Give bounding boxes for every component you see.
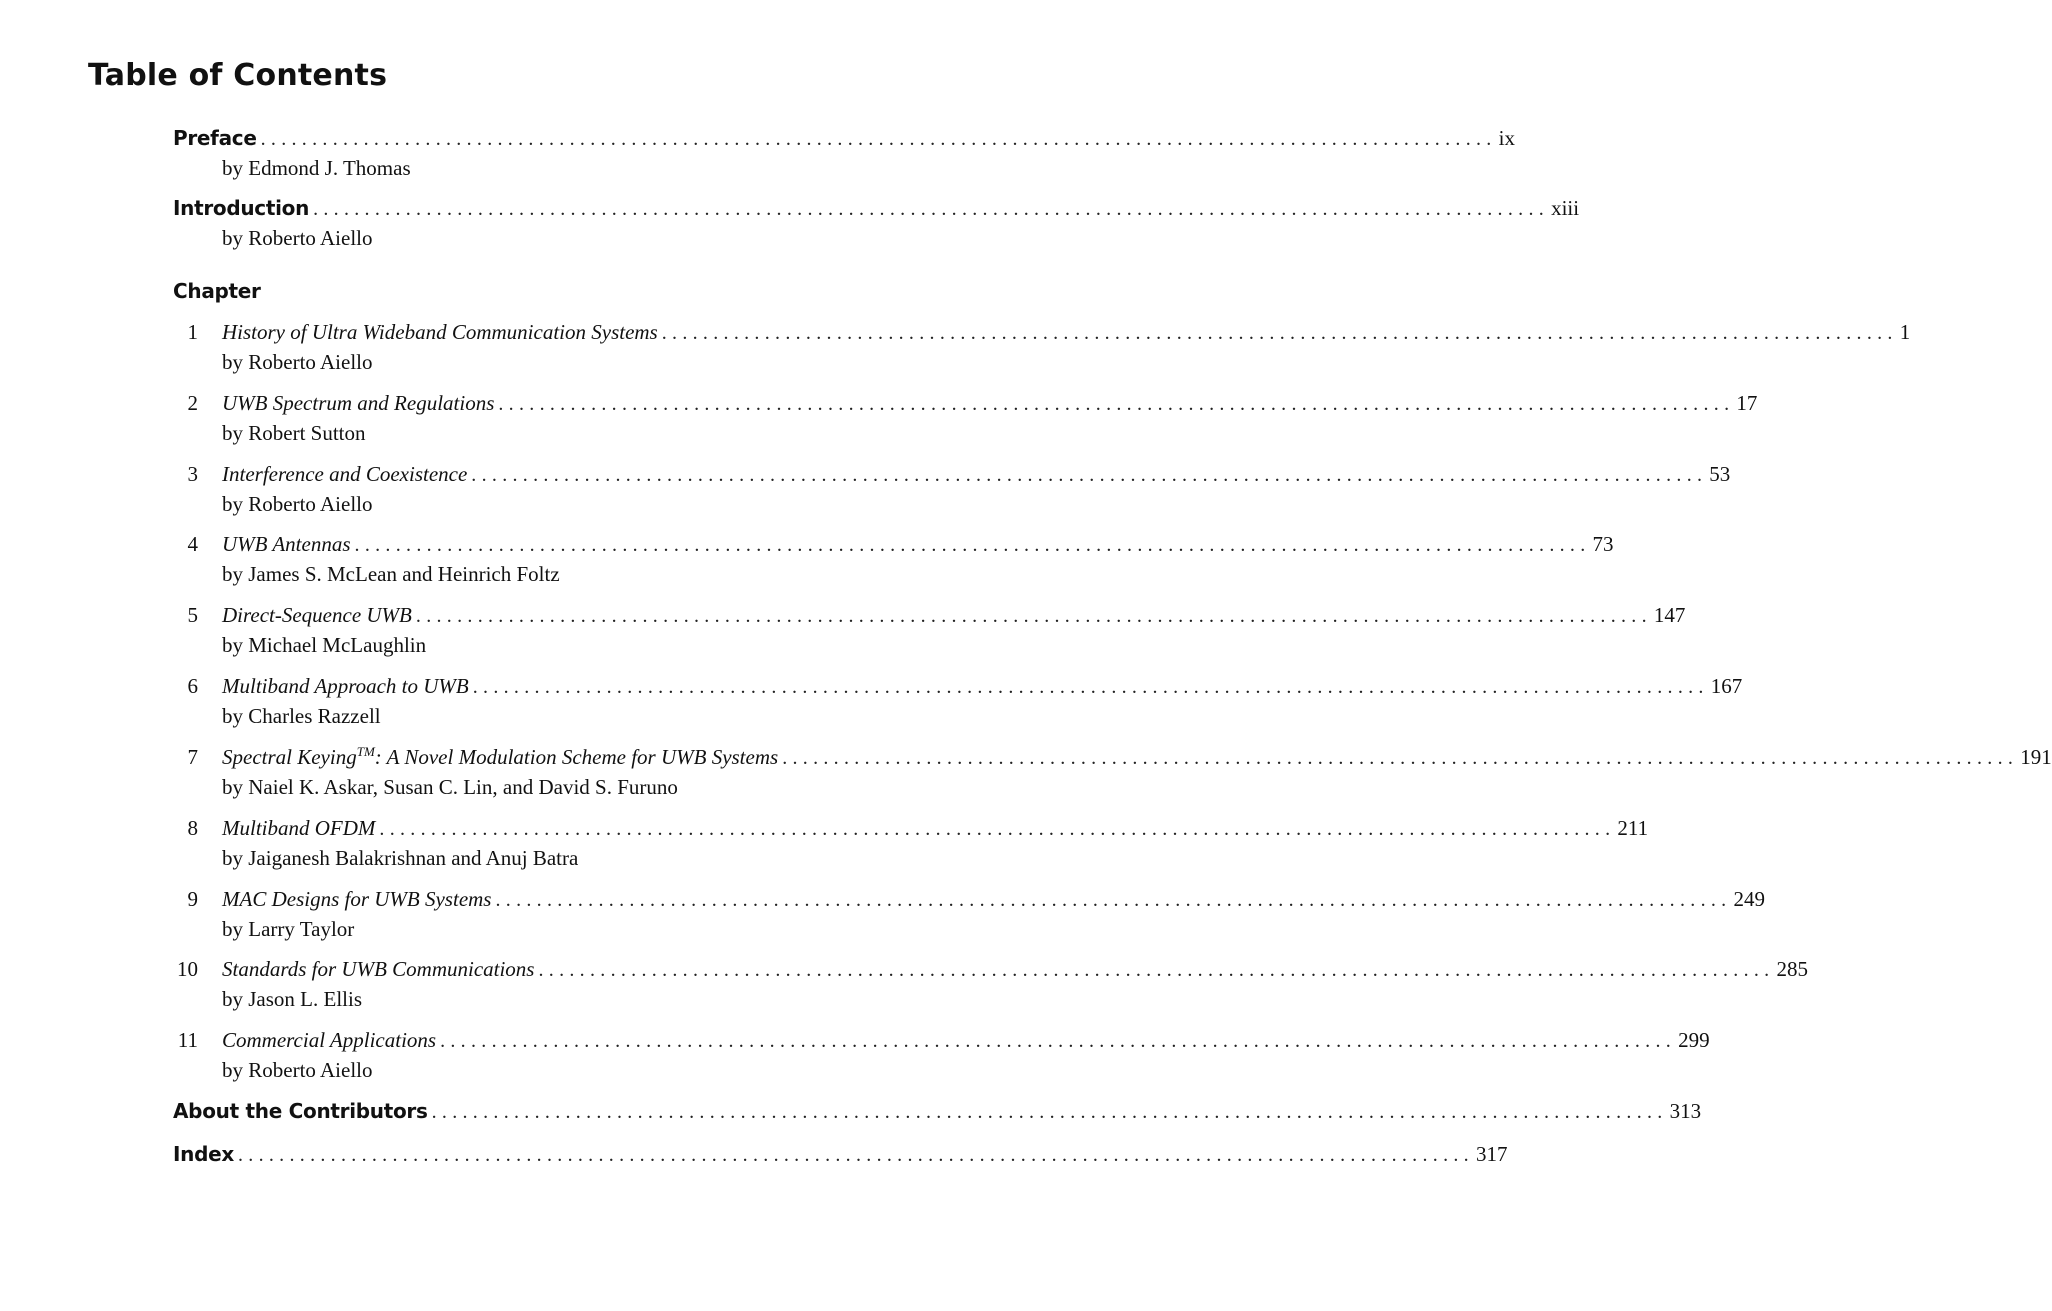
chapter-number: 7 <box>187 745 198 769</box>
chapter-number: 8 <box>187 816 198 840</box>
toc-entry-introduction[interactable] <box>0 196 1580 250</box>
chapter-number: 11 <box>177 1028 198 1052</box>
entry-page: 299 <box>1678 1028 1710 1052</box>
entry-page: 191 <box>2020 745 2052 769</box>
chapter-title: Standards for UWB Communications <box>222 957 535 981</box>
chapter-title-rest: : A Novel Modulation Scheme for UWB Systems <box>374 745 779 769</box>
leader-dots: ........................................................................................................................ <box>498 393 1735 415</box>
chapter-title: UWB Spectrum and Regulations <box>222 391 495 415</box>
chapter-title: Multiband OFDM <box>222 816 376 840</box>
leader-dots: ........................................................................................................................ <box>782 747 2019 769</box>
entry-author: by Jaiganesh Balakrishnan and Anuj Batra <box>222 846 579 870</box>
entry-author: by Roberto Aiello <box>222 350 373 374</box>
toc-entry-chapter-4[interactable] <box>0 532 1614 586</box>
chapter-title: Multiband Approach to UWB <box>222 674 469 698</box>
toc-entry-index[interactable] <box>0 1142 1508 1172</box>
toc-entry-chapter-11[interactable] <box>0 1028 1710 1082</box>
toc-entry-preface[interactable] <box>0 126 1515 180</box>
toc-entry-chapter-5[interactable] <box>0 603 1686 657</box>
chapter-number: 1 <box>187 320 198 344</box>
entry-page: 249 <box>1733 887 1765 911</box>
page-title: Table of Contents <box>88 58 388 93</box>
leader-dots: ........................................................................................................................ <box>379 818 1616 840</box>
chapter-number: 2 <box>187 391 198 415</box>
entry-page: 285 <box>1776 957 1808 981</box>
toc-entry-chapter-9[interactable] <box>0 887 1765 941</box>
leader-dots: ........................................................................................................................ <box>471 464 1708 486</box>
leader-dots: ........................................................................................................................ <box>237 1144 1474 1166</box>
chapter-number: 3 <box>187 462 198 486</box>
leader-dots: ........................................................................................................................ <box>661 322 1898 344</box>
chapter-number: 4 <box>187 532 198 556</box>
toc-entry-chapter-2[interactable] <box>0 391 1758 445</box>
chapter-number: 9 <box>187 887 198 911</box>
entry-page: 313 <box>1669 1099 1702 1123</box>
chapter-number: 5 <box>187 603 198 627</box>
entry-author: by Roberto Aiello <box>222 226 373 250</box>
toc-entry-chapter-1[interactable] <box>0 320 1911 374</box>
chapter-title: Interference and Coexistence <box>222 462 468 486</box>
entry-author: by Michael McLaughlin <box>222 633 427 657</box>
toc-entry-chapter-7[interactable] <box>0 744 2052 799</box>
entry-author: by Jason L. Ellis <box>222 987 362 1011</box>
leader-dots: ........................................................................................................................ <box>495 889 1732 911</box>
chapter-title: History of Ultra Wideband Communication Systems <box>222 320 658 344</box>
entry-page: 53 <box>1709 462 1731 486</box>
entry-page: 211 <box>1617 816 1649 840</box>
entry-label: Index <box>173 1142 234 1166</box>
chapter-title: Commercial Applications <box>222 1028 437 1052</box>
entry-page: 317 <box>1475 1142 1508 1166</box>
entry-author: by Robert Sutton <box>222 421 366 445</box>
chapter-heading: Chapter <box>173 279 261 303</box>
chapter-title-main: Spectral Keying <box>222 745 357 769</box>
entry-author: by Naiel K. Askar, Susan C. Lin, and David S. Furuno <box>222 775 678 799</box>
entry-author: by Roberto Aiello <box>222 492 373 516</box>
entry-label: About the Contributors <box>173 1099 428 1123</box>
leader-dots: ........................................................................................................................ <box>313 198 1550 220</box>
chapter-number: 6 <box>187 674 198 698</box>
entry-label: Preface <box>173 126 257 150</box>
entry-author: by Roberto Aiello <box>222 1058 373 1082</box>
toc-entry-chapter-6[interactable] <box>0 674 1743 728</box>
leader-dots: ........................................................................................................................ <box>538 959 1775 981</box>
entry-author: by James S. McLean and Heinrich Foltz <box>222 562 560 586</box>
entry-page: 73 <box>1592 532 1614 556</box>
chapter-title: UWB Antennas <box>222 532 351 556</box>
entry-page: 1 <box>1899 320 1911 344</box>
entry-page: 147 <box>1653 603 1686 627</box>
leader-dots: ........................................................................................................................ <box>431 1101 1668 1123</box>
leader-dots: ........................................................................................................................ <box>354 534 1591 556</box>
leader-dots: ........................................................................................................................ <box>440 1030 1677 1052</box>
entry-label: Introduction <box>173 196 310 220</box>
chapter-title <box>222 745 778 770</box>
entry-page: 17 <box>1736 391 1758 415</box>
chapter-title: Direct-Sequence UWB <box>222 603 412 627</box>
leader-dots: ........................................................................................................................ <box>415 605 1652 627</box>
toc-entry-chapter-3[interactable] <box>0 462 1731 516</box>
trademark-superscript: TM <box>356 744 375 759</box>
leader-dots: ........................................................................................................................ <box>472 676 1709 698</box>
toc-entry-about-contributors[interactable] <box>0 1099 1702 1129</box>
leader-dots: ........................................................................................................................ <box>260 128 1497 150</box>
entry-author: by Charles Razzell <box>222 704 381 728</box>
chapter-number: 10 <box>177 957 198 981</box>
entry-page: ix <box>1498 126 1515 150</box>
entry-page: xiii <box>1551 196 1580 220</box>
entry-author: by Larry Taylor <box>222 917 355 941</box>
chapter-title: MAC Designs for UWB Systems <box>222 887 492 911</box>
entry-page: 167 <box>1710 674 1743 698</box>
entry-author: by Edmond J. Thomas <box>222 156 411 180</box>
toc-entry-chapter-8[interactable] <box>0 816 1649 870</box>
toc-entry-chapter-10[interactable] <box>0 957 1808 1011</box>
